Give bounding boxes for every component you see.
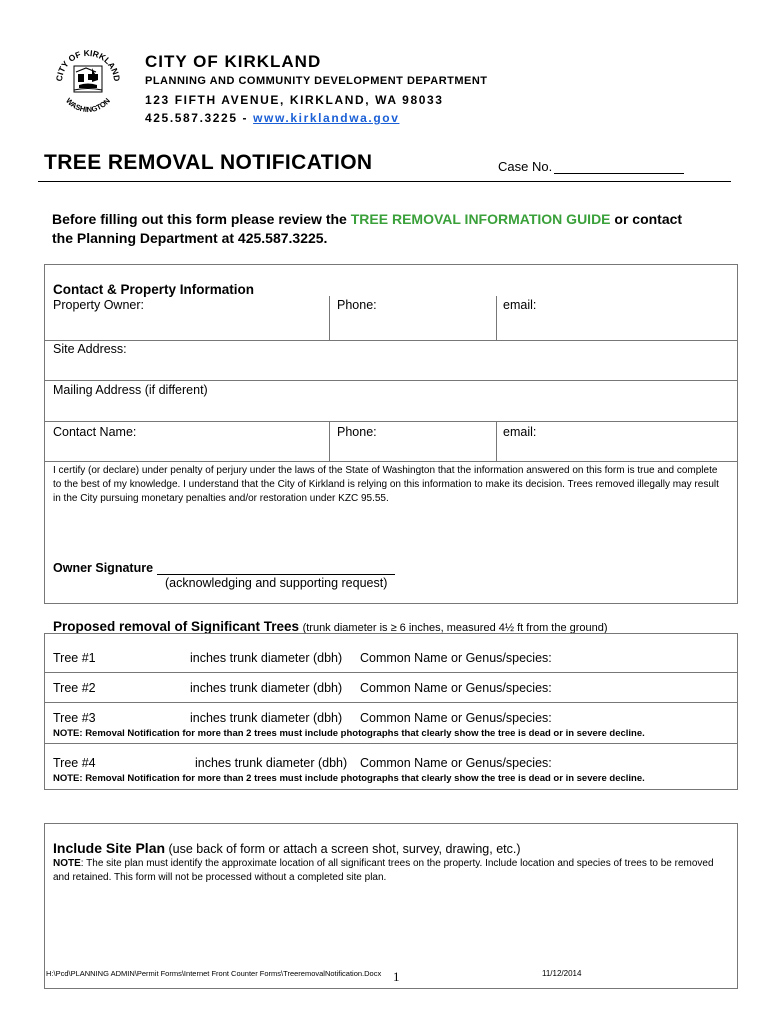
tree-1-dbh-field[interactable]: inches trunk diameter (dbh): [190, 651, 343, 665]
tree-2-label: Tree #2: [53, 681, 96, 695]
intro-part2: or contact the Planning Department at 425.587.3225.: [52, 211, 683, 246]
tree-3-label: Tree #3: [53, 711, 96, 725]
signature-caption: (acknowledging and supporting request): [165, 576, 388, 590]
owner-email-field[interactable]: email:: [503, 298, 537, 312]
row-divider: [44, 702, 738, 703]
tree-4-note: NOTE: Removal Notification for more than 2 trees must include photographs that clearly show the tree is dead or in severe decline.: [53, 773, 645, 784]
tree-4-label: Tree #4: [53, 756, 96, 770]
row-divider: [44, 340, 738, 341]
tree-3-species-field[interactable]: Common Name or Genus/species:: [360, 711, 552, 725]
trees-section-heading: Proposed removal of Significant Trees: [53, 619, 300, 634]
property-owner-field[interactable]: Property Owner:: [53, 298, 145, 312]
footer-date: 11/12/2014: [542, 969, 582, 978]
row-divider: [496, 296, 497, 340]
footer-file-path: H:\Pcd\PLANNING ADMIN\Permit Forms\Internet Front Counter Forms\TreeremovalNotification.Docx: [46, 969, 382, 978]
tree-1-species-field[interactable]: Common Name or Genus/species:: [360, 651, 552, 665]
department-address: 123 FIFTH AVENUE, KIRKLAND, WA 98033: [145, 93, 444, 107]
mailing-address-field[interactable]: Mailing Address (if different): [53, 383, 208, 397]
certification-statement: I certify (or declare) under penalty of perjury under the laws of the State of Washington that the information answered on this form is true and complete to the best of my knowledge. I understand that the City of Kirkland is relying on this information to make its decision. Trees removed illegally may result in the City pursuing monetary penalties and/or restoration under KZC 95.55.: [53, 465, 719, 504]
tree-2-species-field[interactable]: Common Name or Genus/species:: [360, 681, 552, 695]
row-divider: [44, 421, 738, 422]
tree-3-note: NOTE: Removal Notification for more than 2 trees must include photographs that clearly show the tree is dead or in severe decline.: [53, 728, 645, 739]
site-plan-note-label: NOTE: [53, 858, 81, 869]
case-number-field[interactable]: [498, 159, 684, 174]
row-divider: [44, 380, 738, 381]
footer-page-number: 1: [393, 969, 400, 984]
row-divider: [496, 421, 497, 461]
case-number-line[interactable]: [554, 161, 684, 174]
info-guide-link[interactable]: TREE REMOVAL INFORMATION GUIDE: [350, 211, 611, 227]
form-title: TREE REMOVAL NOTIFICATION: [44, 151, 373, 174]
city-name: CITY OF KIRKLAND: [145, 52, 322, 71]
site-address-field[interactable]: Site Address:: [53, 342, 127, 356]
site-plan-note: [53, 857, 728, 885]
site-plan-note-text: : The site plan must identify the approximate location of all significant trees on the property. Include location and species of trees to be removed and retained. This form will not be processed without a completed site plan.: [53, 858, 714, 883]
row-divider: [329, 296, 330, 340]
contact-property-section: [44, 264, 738, 604]
tree-2-dbh-field[interactable]: inches trunk diameter (dbh): [190, 681, 343, 695]
site-plan-subheading: (use back of form or attach a screen shot, survey, drawing, etc.): [168, 842, 521, 856]
intro-text: [52, 210, 702, 248]
contact-email-field[interactable]: email:: [503, 425, 537, 439]
tree-3-dbh-field[interactable]: inches trunk diameter (dbh): [190, 711, 343, 725]
contact-line: [145, 111, 399, 125]
owner-signature-label: Owner Signature: [53, 561, 154, 575]
contact-name-field[interactable]: Contact Name:: [53, 425, 137, 439]
intro-part1: Before filling out this form please review the: [52, 211, 351, 227]
contact-section-heading: Contact & Property Information: [53, 282, 255, 297]
owner-phone-field[interactable]: Phone:: [337, 298, 377, 312]
department-name: PLANNING AND COMMUNITY DEVELOPMENT DEPARTMENT: [145, 75, 488, 87]
city-seal-logo: [52, 44, 124, 116]
case-number-label: Case No.: [498, 159, 553, 174]
site-plan-heading: Include Site Plan: [53, 840, 166, 856]
site-plan-header: [53, 840, 521, 856]
row-divider: [44, 461, 738, 462]
title-divider: [38, 181, 731, 182]
row-divider: [329, 421, 330, 461]
department-phone: 425.587.3225 -: [145, 111, 249, 125]
svg-text:WASHINGTON: WASHINGTON: [64, 96, 112, 115]
tree-4-dbh-field[interactable]: inches trunk diameter (dbh): [195, 756, 348, 770]
row-divider: [44, 743, 738, 744]
owner-signature-line[interactable]: [157, 574, 395, 575]
trees-section-header: [53, 619, 608, 634]
website-link[interactable]: www.kirklandwa.gov: [253, 111, 400, 125]
tree-1-label: Tree #1: [53, 651, 96, 665]
row-divider: [44, 672, 738, 673]
tree-4-species-field[interactable]: Common Name or Genus/species:: [360, 756, 552, 770]
svg-text:CITY OF KIRKLAND: CITY OF KIRKLAND: [53, 47, 123, 82]
trees-section-subheading: (trunk diameter is ≥ 6 inches, measured 4½ ft from the ground): [302, 622, 608, 634]
contact-phone-field[interactable]: Phone:: [337, 425, 377, 439]
